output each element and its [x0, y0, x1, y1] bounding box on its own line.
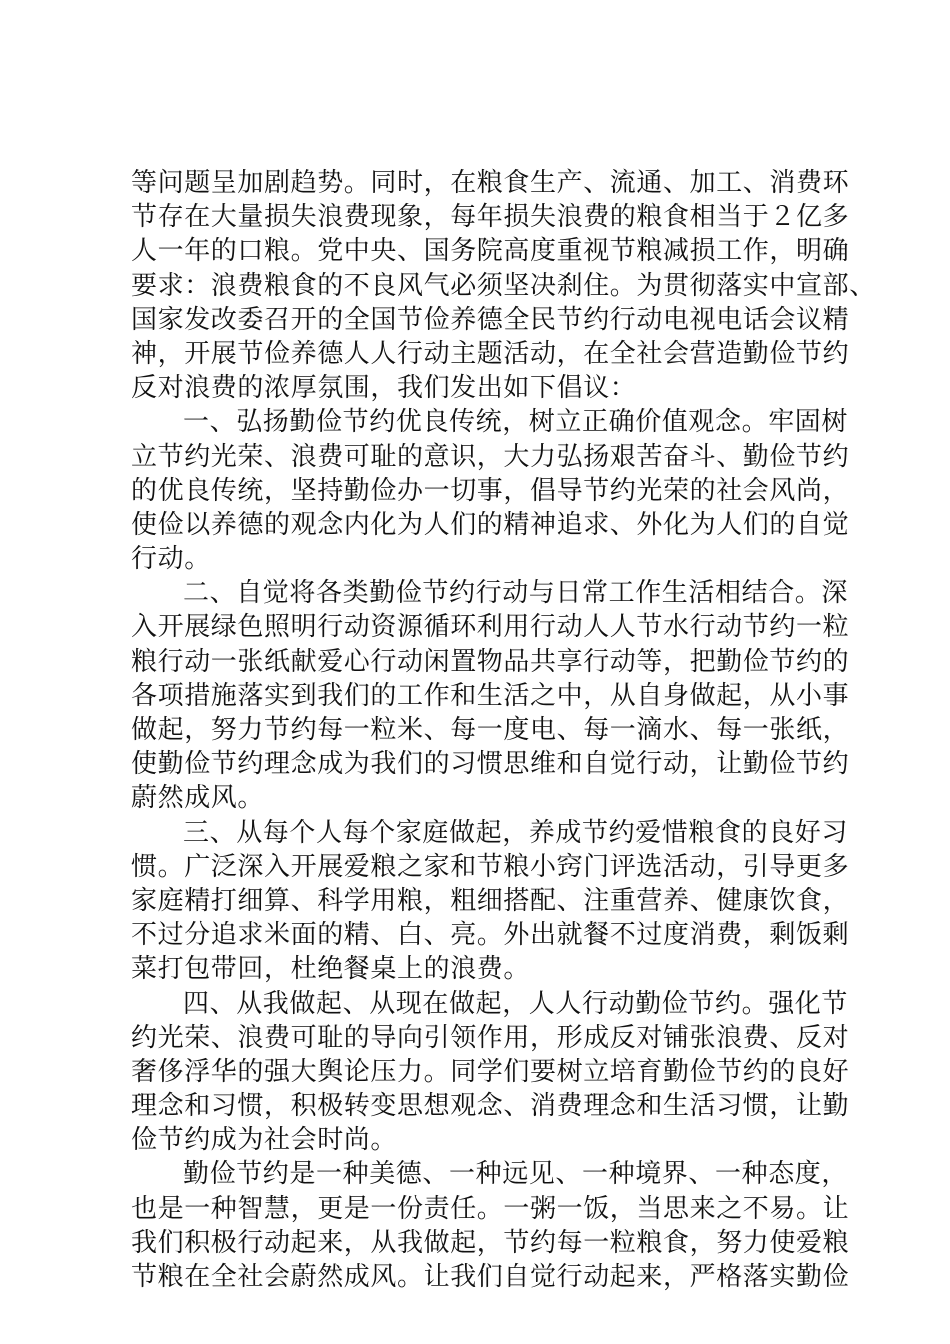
text-line: 惯。广泛深入开展爱粮之家和节粮小窍门评选活动，引导更多 [131, 851, 850, 882]
text-line: 俭节约成为社会时尚。 [131, 1125, 398, 1156]
text-line: 理念和习惯，积极转变思想观念、消费理念和生活习惯，让勤 [131, 1091, 850, 1122]
text-line: 我们积极行动起来，从我做起，节约每一粒粮食，努力使爱粮 [131, 1227, 850, 1258]
text-line: 使勤俭节约理念成为我们的习惯思维和自觉行动，让勤俭节约 [131, 749, 850, 780]
text-line: 粮行动一张纸献爱心行动闲置物品共享行动等，把勤俭节约的 [131, 646, 850, 677]
text-line: 的优良传统，坚持勤俭办一切事，倡导节约光荣的社会风尚， [131, 475, 850, 506]
text-line: 三、从每个人每个家庭做起，养成节约爱惜粮食的良好习 [183, 817, 849, 848]
text-line: 不过分追求米面的精、白、亮。外出就餐不过度消费，剩饭剩 [131, 920, 850, 951]
text-line: 反对浪费的浓厚氛围，我们发出如下倡议： [131, 373, 637, 404]
text-line: 四、从我做起、从现在做起，人人行动勤俭节约。强化节 [183, 988, 849, 1019]
text-line: 菜打包带回，杜绝餐桌上的浪费。 [131, 954, 531, 985]
text-line: 做起，努力节约每一粒米、每一度电、每一滴水、每一张纸， [131, 715, 850, 745]
text-line: 节存在大量损失浪费现象，每年损失浪费的粮食相当于２亿多 [131, 202, 850, 233]
text-line: 使俭以养德的观念内化为人们的精神追求、外化为人们的自觉 [131, 509, 850, 540]
text-line: 立节约光荣、浪费可耻的意识，大力弘扬艰苦奋斗、勤俭节约 [131, 441, 850, 472]
text-line: 等问题呈加剧趋势。同时，在粮食生产、流通、加工、消费环 [131, 168, 850, 198]
text-line: 入开展绿色照明行动资源循环利用行动人人节水行动节约一粒 [131, 612, 850, 643]
text-line: 也是一种智慧，更是一份责任。一粥一饭，当思来之不易。让 [131, 1193, 850, 1224]
text-line: 一、弘扬勤俭节约优良传统，树立正确价值观念。牢固树 [183, 407, 849, 438]
text-line: 行动。 [131, 544, 211, 575]
text-line: 二、自觉将各类勤俭节约行动与日常工作生活相结合。深 [183, 578, 849, 609]
text-line: 约光荣、浪费可耻的导向引领作用，形成反对铺张浪费、反对 [131, 1022, 850, 1053]
text-line: 奢侈浮华的强大舆论压力。同学们要树立培育勤俭节约的良好 [131, 1056, 850, 1087]
text-line: 神，开展节俭养德人人行动主题活动，在全社会营造勤俭节约 [131, 338, 850, 369]
text-line: 节粮在全社会蔚然成风。让我们自觉行动起来，严格落实勤俭 [131, 1262, 850, 1292]
document-body [131, 166, 876, 1294]
text-line: 蔚然成风。 [131, 783, 265, 814]
text-line: 家庭精打细算、科学用粮，粗细搭配、注重营养、健康饮食， [131, 885, 850, 916]
text-line: 国家发改委召开的全国节俭养德全民节约行动电视电话会议精 [131, 304, 850, 335]
text-line: 要求：浪费粮食的不良风气必须坚决刹住。为贯彻落实中宣部、 [131, 270, 876, 301]
text-line: 各项措施落实到我们的工作和生活之中，从自身做起，从小事 [131, 680, 850, 711]
text-line: 人一年的口粮。党中央、国务院高度重视节粮减损工作，明确 [131, 236, 850, 267]
text-line: 勤俭节约是一种美德、一种远见、一种境界、一种态度， [183, 1159, 849, 1190]
